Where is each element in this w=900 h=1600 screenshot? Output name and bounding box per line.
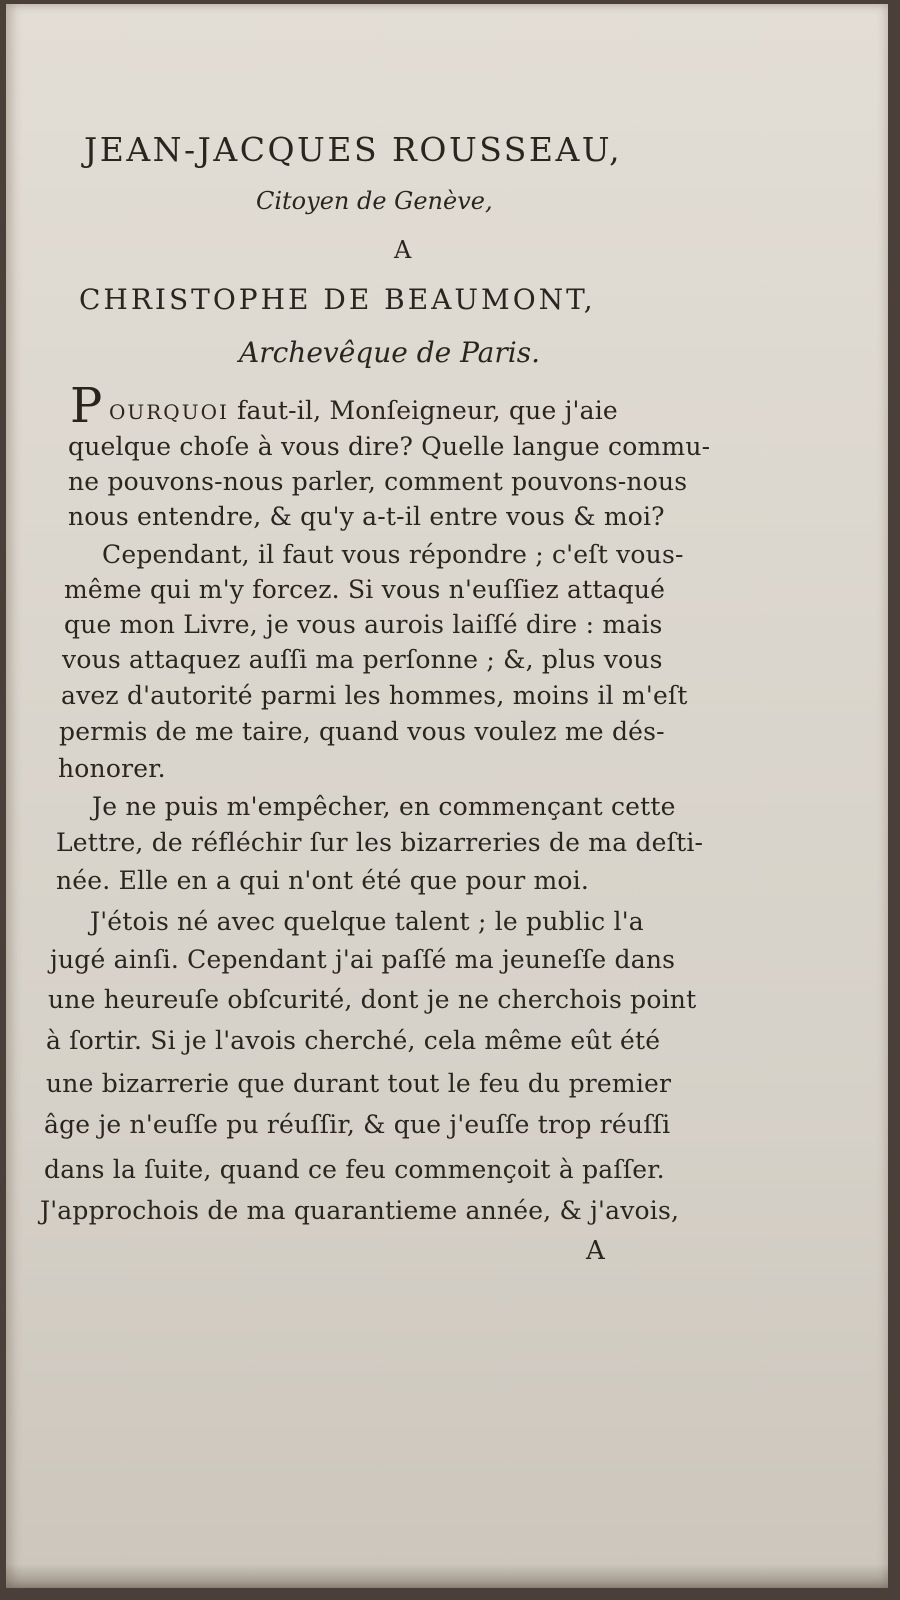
text-line: Cependant, il faut vous répondre ; c'eſt vous- bbox=[102, 540, 684, 569]
text-line: ne pouvons-nous parler, comment pouvons-nous bbox=[68, 467, 688, 496]
book-page bbox=[6, 4, 888, 1588]
signature-mark: A bbox=[586, 1236, 605, 1266]
text-line: même qui m'y forcez. Si vous n'euſſiez attaqué bbox=[64, 575, 666, 604]
page-bottom-shadow bbox=[6, 1564, 888, 1588]
text-line: J'étois né avec quelque talent ; le public l'a bbox=[90, 907, 644, 936]
drop-cap: P bbox=[70, 378, 103, 434]
text-line: vous attaquez auſſi ma perſonne ; &, plus vous bbox=[62, 645, 663, 674]
author-subtitle: Citoyen de Genève, bbox=[256, 187, 493, 215]
text-line: nous entendre, & qu'y a-t-il entre vous & moi? bbox=[68, 502, 665, 531]
text-line: Je ne puis m'empêcher, en commençant cette bbox=[92, 792, 676, 821]
addressed-to: A bbox=[394, 236, 412, 264]
text-line: âge je n'euſſe pu réuſſir, & que j'euſſe trop réuſſi bbox=[44, 1110, 671, 1139]
recipient-subtitle: Archevêque de Paris. bbox=[239, 336, 540, 369]
text-line: une heureuſe obſcurité, dont je ne cherchois point bbox=[48, 985, 697, 1014]
text-line: jugé ainſi. Cependant j'ai paſſé ma jeuneſſe dans bbox=[50, 945, 676, 974]
first-text-line bbox=[109, 396, 618, 425]
text-line: Lettre, de réfléchir ſur les bizarreries de ma deſti- bbox=[56, 828, 704, 857]
text-line: avez d'autorité parmi les hommes, moins il m'eſt bbox=[61, 681, 688, 710]
text-line: J'approchois de ma quarantieme année, & j'avois, bbox=[40, 1196, 680, 1225]
text-line: honorer. bbox=[58, 754, 166, 783]
text-line: dans la ſuite, quand ce feu commençoit à paſſer. bbox=[44, 1155, 665, 1184]
author-heading: JEAN-JACQUES ROUSSEAU, bbox=[84, 130, 623, 169]
text-line: que mon Livre, je vous aurois laiſſé dire : mais bbox=[64, 610, 663, 639]
text-line: permis de me taire, quand vous voulez me dés- bbox=[59, 717, 665, 746]
text-line: une bizarrerie que durant tout le feu du premier bbox=[46, 1069, 672, 1098]
text-line: quelque choſe à vous dire? Quelle langue commu- bbox=[68, 432, 711, 461]
text-line: née. Elle en a qui n'ont été que pour moi. bbox=[56, 866, 590, 895]
first-word-small-caps: OURQUOI bbox=[109, 400, 229, 424]
first-line-text: faut-il, Monſeigneur, que j'aie bbox=[237, 396, 618, 425]
recipient-heading: CHRISTOPHE DE BEAUMONT, bbox=[79, 283, 596, 316]
text-line: à ſortir. Si je l'avois cherché, cela même eût été bbox=[46, 1026, 661, 1055]
